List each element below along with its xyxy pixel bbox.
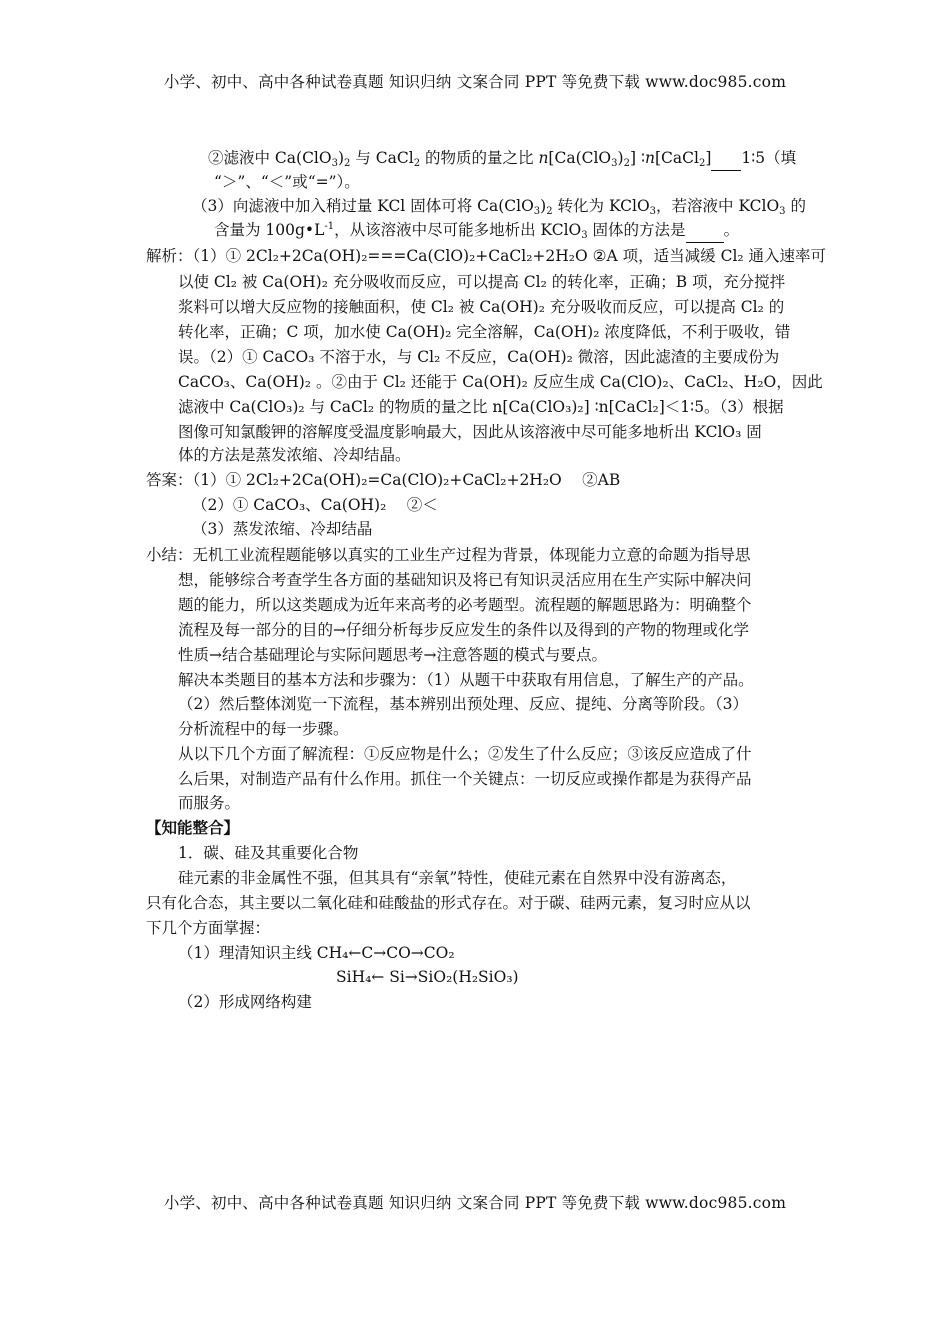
summary-line: 解决本类题目的基本方法和步骤为：（1）从题干中获取有用信息，了解生产的产品。 xyxy=(178,671,754,689)
network-heading: （2）形成网络构建 xyxy=(178,993,312,1011)
section-title: 【知能整合】 xyxy=(146,818,240,837)
question-2-2-line2: “＞”、“＜”或“=”）。 xyxy=(214,173,360,191)
knowledge-line-silicon: SiH₄← Si→SiO₂(H₂SiO₃) xyxy=(336,968,519,986)
summary-line: 性质→结合基础理论与实际问题思考→注意答题的模式与要点。 xyxy=(178,646,607,664)
text: ) xyxy=(540,197,547,215)
question-3-line2 xyxy=(214,218,739,243)
section-heading: 1．碳、硅及其重要化合物 xyxy=(178,844,359,862)
analysis-line: 图像可知氯酸钾的溶解度受温度影响最大，因此从该溶液中尽可能多地析出 KClO₃ 固 xyxy=(178,423,762,441)
section-paragraph-line: 下几个方面掌握： xyxy=(146,919,271,937)
italic-n: n xyxy=(538,149,549,167)
sub: 3 xyxy=(581,230,588,241)
section-paragraph-line: 只有化合态，其主要以二氧化硅和硅酸盐的形式存在。对于碳、硅两元素，复习时应从以 xyxy=(146,894,751,912)
text: 的物质的量之比 xyxy=(420,149,539,167)
summary-line: 题的能力，所以这类题成为近年来高考的必考题型。流程题的解题思路为：明确整个 xyxy=(178,596,752,614)
sub: 2 xyxy=(698,158,706,169)
analysis-line: 以使 Cl₂ 被 Ca(OH)₂ 充分吸收而反应，可以提高 Cl₂ 的转化率，正确；B 项，充分搅拌 xyxy=(178,273,786,291)
question-3-line1 xyxy=(192,194,806,218)
analysis-line: 误。（2）① CaCO₃ 不溶于水，与 Cl₂ 不反应，Ca(OH)₂ 微溶，因此滤渣的主要成份为 xyxy=(178,348,780,366)
text: 含量为 100g•L xyxy=(214,221,325,239)
summary-line: 分析流程中的每一步骤。 xyxy=(178,720,349,738)
summary-line: 么后果，对制造产品有什么作用。抓住一个关键点：一切反应或操作都是为获得产品 xyxy=(178,770,752,788)
answer-blank xyxy=(686,218,724,243)
text: ] xyxy=(705,149,712,167)
analysis-line: 浆料可以增大反应物的接触面积，使 Cl₂ 被 Ca(OH)₂ 充分吸收而反应，可以提高 Cl₂ 的 xyxy=(178,298,785,316)
analysis-line: 体的方法是蒸发浓缩、冷却结晶。 xyxy=(178,446,411,464)
text: （3）向滤液中加入稍过量 KCl 固体可将 Ca(ClO xyxy=(192,197,534,215)
text: [CaCl xyxy=(654,149,699,167)
summary-line: 而服务。 xyxy=(178,794,241,812)
text: ] ∶ xyxy=(629,149,645,167)
sub: 3 xyxy=(779,206,786,217)
page-header: 小学、初中、高中各种试卷真题 知识归纳 文案合同 PPT 等免费下载 www.doc985.com xyxy=(163,73,787,91)
analysis-line: 滤液中 Ca(ClO₃)₂ 与 CaCl₂ 的物质的量之比 n[Ca(ClO₃)₂] ∶n[CaCl₂]＜1∶5。（3）根据 xyxy=(178,398,784,416)
section-paragraph-line: 硅元素的非金属性不强，但其具有“亲氧”特性，使硅元素在自然界中没有游离态， xyxy=(178,869,737,887)
text: ) xyxy=(617,149,624,167)
sub: 2 xyxy=(546,206,553,217)
analysis-line: 转化率，正确；C 项，加水使 Ca(OH)₂ 完全溶解，Ca(OH)₂ 浓度降低，不利于吸收，错 xyxy=(178,323,791,341)
sub: 2 xyxy=(623,158,630,169)
text: ，若溶液中 KClO xyxy=(656,197,780,215)
text: 与 CaCl xyxy=(350,149,414,167)
text: ，从该溶液中尽可能多地析出 KClO xyxy=(334,221,582,239)
text: ②滤液中 Ca(ClO xyxy=(208,149,332,167)
page-footer: 小学、初中、高中各种试卷真题 知识归纳 文案合同 PPT 等免费下载 www.doc985.com xyxy=(163,1194,787,1212)
text: ) xyxy=(337,149,345,167)
question-2-2-line1 xyxy=(208,146,796,171)
sub: 3 xyxy=(649,206,657,217)
summary-line: 小结：无机工业流程题能够以真实的工业生产过程为背景，体现能力立意的命题为指导思 xyxy=(146,546,751,564)
sub: 3 xyxy=(331,158,338,169)
summary-line: （2）然后整体浏览一下流程，基本辨别出预处理、反应、提纯、分离等阶段。（3） xyxy=(178,695,748,713)
sub: 3 xyxy=(611,158,618,169)
italic-n: n xyxy=(644,149,655,167)
answer-line: （3）蒸发浓缩、冷却结晶 xyxy=(192,520,373,538)
summary-line: 从以下几个方面了解流程：①反应物是什么；②发生了什么反应；③该反应造成了什 xyxy=(178,745,752,763)
sup: -1 xyxy=(324,221,335,232)
text: [Ca(ClO xyxy=(548,149,612,167)
summary-line: 想，能够综合考查学生各方面的基础知识及将已有知识灵活应用在生产实际中解决问 xyxy=(178,571,752,589)
text: 固体的方法是 xyxy=(587,221,686,239)
answer-line: 答案：（1）① 2Cl₂+2Ca(OH)₂=Ca(ClO)₂+CaCl₂+2H₂O ②AB xyxy=(146,471,621,489)
answer-blank xyxy=(711,146,741,171)
text: 的 xyxy=(785,197,806,215)
sub: 2 xyxy=(413,158,421,169)
knowledge-line-carbon: （1）理清知识主线 CH₄←C→CO→CO₂ xyxy=(178,944,455,962)
text: 转化为 KClO xyxy=(552,197,650,215)
text: 1∶5（填 xyxy=(741,149,797,167)
summary-line: 流程及每一部分的目的→仔细分析每步反应发生的条件以及得到的产物的物理或化学 xyxy=(178,621,749,639)
text: 。 xyxy=(723,221,740,239)
analysis-line: CaCO₃、Ca(OH)₂ 。②由于 Cl₂ 还能于 Ca(OH)₂ 反应生成 Ca(ClO)₂、CaCl₂、H₂O，因此 xyxy=(178,373,823,391)
analysis-line: 解析：（1）① 2Cl₂+2Ca(OH)₂===Ca(ClO)₂+CaCl₂+2H₂O ②A 项，适当减缓 Cl₂ 通入速率可 xyxy=(146,247,827,265)
answer-line: （2）① CaCO₃、Ca(OH)₂ ②＜ xyxy=(192,496,438,514)
sub: 3 xyxy=(533,206,541,217)
sub: 2 xyxy=(344,158,351,169)
